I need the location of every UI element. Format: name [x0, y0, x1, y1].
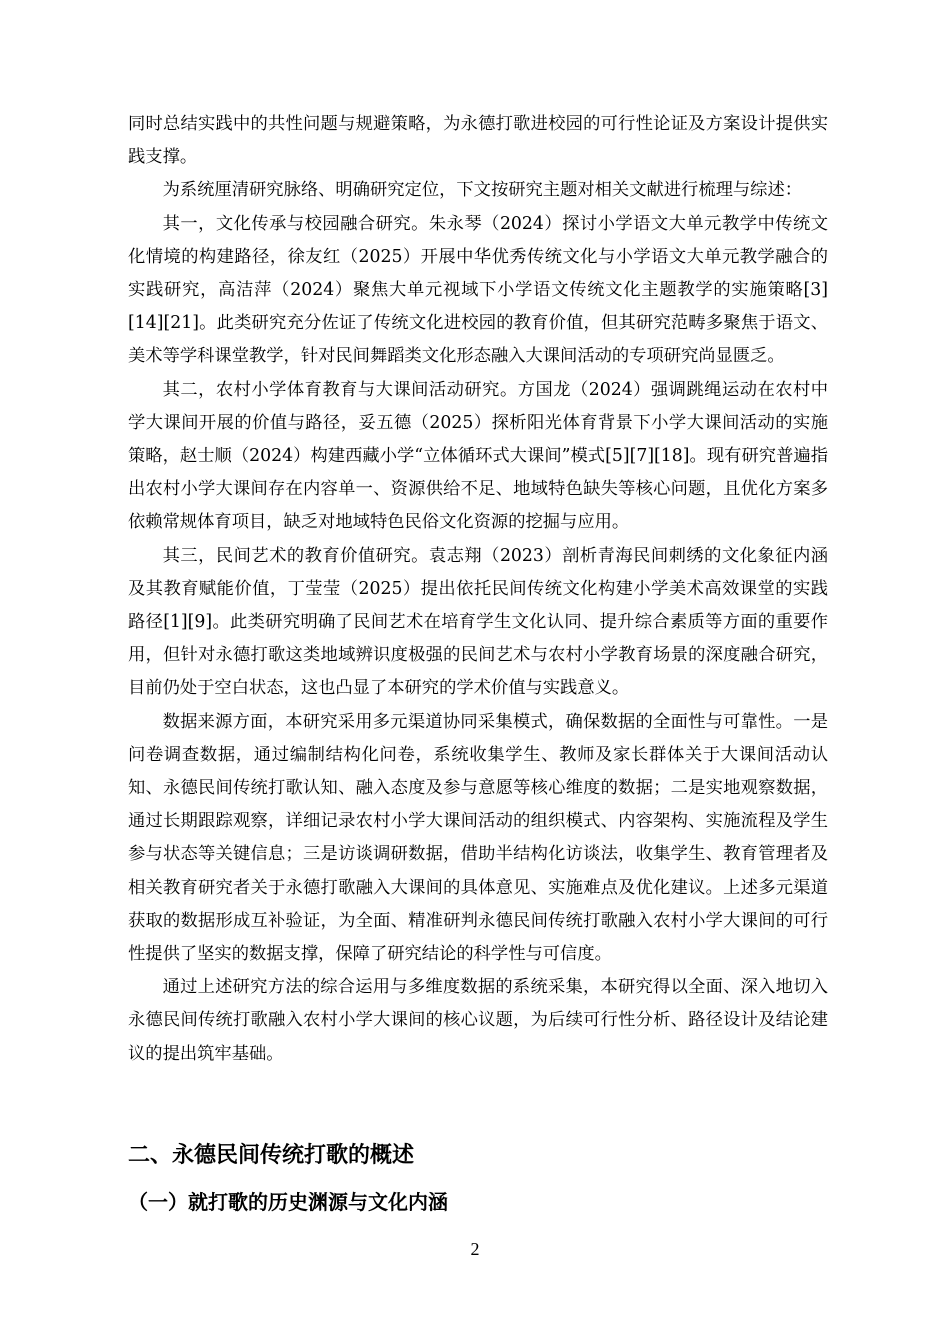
- body-text: [128, 108, 828, 1071]
- subsection-heading: （一）就打歌的历史渊源与文化内涵: [128, 1190, 448, 1214]
- paragraph-folk-art: 其三，民间艺术的教育价值研究。袁志翔（2023）剖析青海民间刺绣的文化象征内涵及其教育赋能价值，丁莹莹（2025）提出依托民间传统文化构建小学美术高效课堂的实践路径[1][9]。此类研究明确了民间艺术在培育学生文化认同、提升综合素质等方面的重要作用，但针对永德打歌这类地域辨识度极强的民间艺术与农村小学教育场景的深度融合研究，目前仍处于空白状态，这也凸显了本研究的学术价值与实践意义。: [128, 545, 828, 699]
- paragraph-review-intro: 为系统厘清研究脉络、明确研究定位，下文按研究主题对相关文献进行梳理与综述：: [162, 180, 803, 201]
- paragraph-data-sources: 数据来源方面，本研究采用多元渠道协同采集模式，确保数据的全面性与可靠性。一是问卷调查数据，通过编制结构化问卷，系统收集学生、教师及家长群体关于大课间活动认知、永德民间传统打歌认知、融入态度及参与意愿等核心维度的数据；二是实地观察数据，通过长期跟踪观察，详细记录农村小学大课间活动的组织模式、内容架构、实施流程及学生参与状态等关键信息；三是访谈调研数据，借助半结构化访谈法，收集学生、教育管理者及相关教育研究者关于永德打歌融入大课间的具体意见、实施难点及优化建议。上述多元渠道获取的数据形成互补验证，为全面、精准研判永德民间传统打歌融入农村小学大课间的可行性提供了坚实的数据支撑，保障了研究结论的科学性与可信度。: [128, 711, 828, 965]
- page-number: 2: [470, 1239, 480, 1259]
- paragraph-summary: 通过上述研究方法的综合运用与多维度数据的系统采集，本研究得以全面、深入地切入永德民间传统打歌融入农村小学大课间的核心议题，为后续可行性分析、路径设计及结论建议的提出筑牢基础。: [128, 977, 828, 1064]
- paragraph-culture-campus: 其一，文化传承与校园融合研究。朱永琴（2024）探讨小学语文大单元教学中传统文化情境的构建路径，徐友红（2025）开展中华优秀传统文化与小学语文大单元教学融合的实践研究，高洁萍（2024）聚焦大单元视域下小学语文传统文化主题教学的实施策略[3][14][21]。此类研究充分佐证了传统文化进校园的教育价值，但其研究范畴多聚焦于语文、美术等学科课堂教学，针对民间舞蹈类文化形态融入大课间活动的专项研究尚显匮乏。: [128, 213, 828, 367]
- paragraph-continuation: 同时总结实践中的共性问题与规避策略，为永德打歌进校园的可行性论证及方案设计提供实践支撑。: [128, 114, 828, 168]
- section-heading: 二、永德民间传统打歌的概述: [128, 1143, 415, 1168]
- paragraph-rural-pe: 其二，农村小学体育教育与大课间活动研究。方国龙（2024）强调跳绳运动在农村中学大课间开展的价值与路径，妥五德（2025）探析阳光体育背景下小学大课间活动的实施策略，赵士顺（2024）构建西藏小学“立体循环式大课间”模式[5][7][18]。现有研究普遍指出农村小学大课间存在内容单一、资源供给不足、地域特色缺失等核心问题，且优化方案多依赖常规体育项目，缺乏对地域特色民俗文化资源的挖掘与应用。: [128, 379, 828, 533]
